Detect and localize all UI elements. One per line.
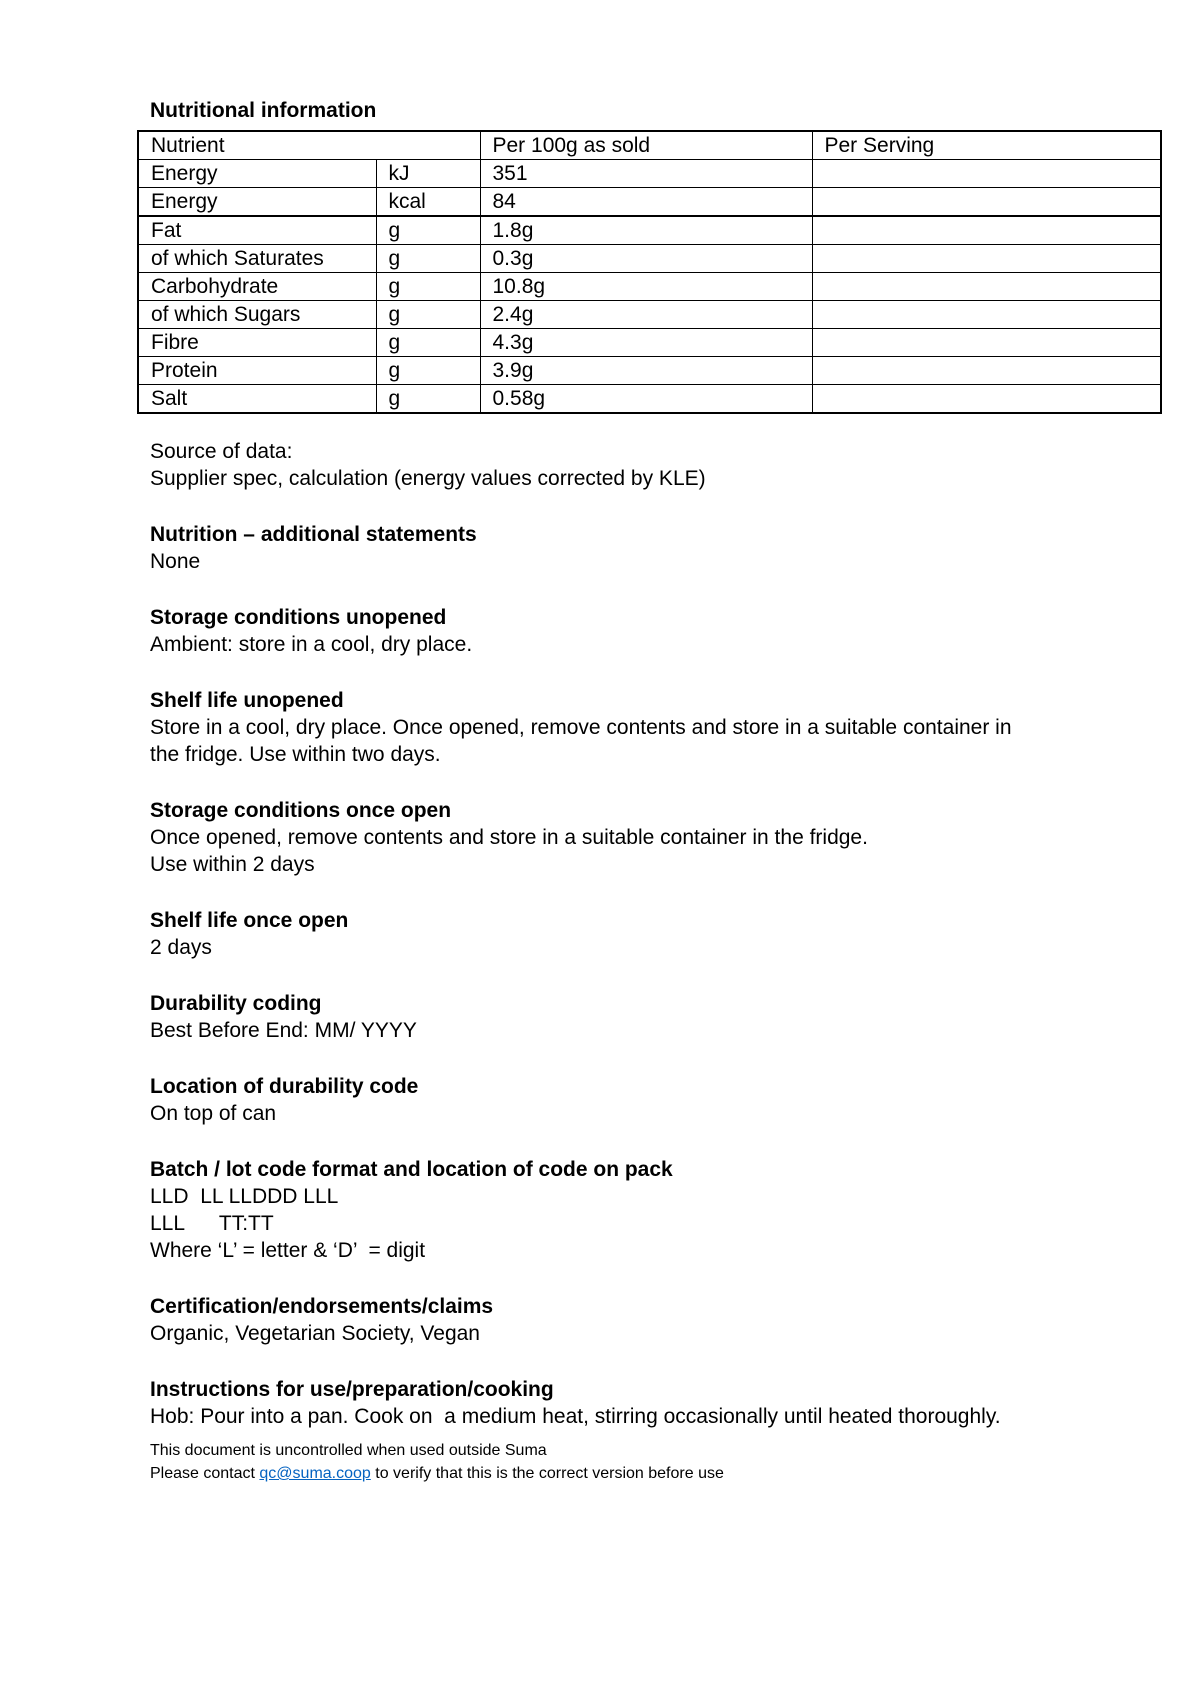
section-storage-conditions-once-open — [150, 797, 1163, 878]
unit-cell: g — [376, 216, 480, 245]
per-serving-cell — [812, 329, 1161, 357]
header-nutrient: Nutrient — [138, 131, 480, 160]
section-line: 2 days — [150, 936, 212, 959]
section-line: LLL TT:TT — [150, 1212, 274, 1235]
nutrient-name-cell: Protein — [138, 357, 376, 385]
section-heading: Storage conditions once open — [150, 799, 452, 822]
header-per-serving: Per Serving — [812, 131, 1161, 160]
section-heading: Storage conditions unopened — [150, 606, 447, 629]
nutrient-name-cell: Carbohydrate — [138, 273, 376, 301]
section-source-of-data — [150, 438, 1163, 492]
footer-contact-line — [150, 1462, 1163, 1485]
per100g-cell: 84 — [480, 188, 812, 217]
section-line: Best Before End: MM/ YYYY — [150, 1019, 417, 1042]
section-heading: Location of durability code — [150, 1075, 419, 1098]
section-durability-coding — [150, 990, 1163, 1044]
table-row — [138, 245, 1161, 273]
unit-cell: g — [376, 385, 480, 414]
table-header-row — [138, 131, 1161, 160]
per-serving-cell — [812, 216, 1161, 245]
section-line: Supplier spec, calculation (energy values corrected by KLE) — [150, 467, 706, 490]
section-line: Where ‘L’ = letter & ‘D’ = digit — [150, 1239, 426, 1262]
section-heading: Nutrition – additional statements — [150, 523, 477, 546]
page-title: Nutritional information — [150, 99, 377, 122]
per100g-cell: 10.8g — [480, 273, 812, 301]
section-line: Ambient: store in a cool, dry place. — [150, 633, 473, 656]
unit-cell: g — [376, 329, 480, 357]
per-serving-cell — [812, 385, 1161, 414]
per100g-cell: 0.58g — [480, 385, 812, 414]
section-batch-lot-code — [150, 1156, 1163, 1264]
section-shelf-life-unopened — [150, 687, 1163, 768]
nutrient-name-cell: of which Saturates — [138, 245, 376, 273]
nutrient-name-cell: Salt — [138, 385, 376, 414]
per100g-cell: 4.3g — [480, 329, 812, 357]
section-certification-endorsements-claims — [150, 1293, 1163, 1347]
table-row — [138, 160, 1161, 188]
nutrient-name-cell: Energy — [138, 188, 376, 217]
section-line: Use within 2 days — [150, 853, 315, 876]
unit-cell: kJ — [376, 160, 480, 188]
nutrient-name-cell: of which Sugars — [138, 301, 376, 329]
unit-cell: g — [376, 357, 480, 385]
per100g-cell: 3.9g — [480, 357, 812, 385]
table-row — [138, 385, 1161, 414]
unit-cell: g — [376, 301, 480, 329]
table-row — [138, 216, 1161, 245]
nutrient-name-cell: Fibre — [138, 329, 376, 357]
table-row — [138, 357, 1161, 385]
per-serving-cell — [812, 245, 1161, 273]
table-row — [138, 301, 1161, 329]
email-link[interactable]: qc@suma.coop — [259, 1465, 371, 1482]
nutrient-name-cell: Energy — [138, 160, 376, 188]
section-line: None — [150, 550, 201, 573]
unit-cell: kcal — [376, 188, 480, 217]
section-shelf-life-once-open — [150, 907, 1163, 961]
section-line: LLD LL LLDDD LLL — [150, 1185, 339, 1208]
per100g-cell: 1.8g — [480, 216, 812, 245]
section-nutrition-additional-statements — [150, 521, 1163, 575]
section-heading: Shelf life once open — [150, 909, 349, 932]
section-heading: Durability coding — [150, 992, 322, 1015]
per100g-cell: 0.3g — [480, 245, 812, 273]
nutrition-table — [137, 130, 1162, 414]
section-heading: Batch / lot code format and location of code on pack — [150, 1158, 673, 1181]
per100g-cell: 2.4g — [480, 301, 812, 329]
footer-uncontrolled-notice: This document is uncontrolled when used outside Suma — [150, 1442, 547, 1459]
section-heading: Certification/endorsements/claims — [150, 1295, 494, 1318]
per-serving-cell — [812, 188, 1161, 217]
header-per100g: Per 100g as sold — [480, 131, 812, 160]
section-heading: Shelf life unopened — [150, 689, 344, 712]
nutrient-name-cell: Fat — [138, 216, 376, 245]
per-serving-cell — [812, 273, 1161, 301]
section-storage-conditions-unopened — [150, 604, 1163, 658]
document-sections — [150, 438, 1163, 1430]
section-line: Source of data: — [150, 440, 293, 463]
section-instructions-for-use — [150, 1376, 1163, 1430]
unit-cell: g — [376, 273, 480, 301]
per-serving-cell — [812, 301, 1161, 329]
table-row — [138, 188, 1161, 217]
section-line: Organic, Vegetarian Society, Vegan — [150, 1322, 480, 1345]
footer-contact-suffix: to verify that this is the correct version before use — [370, 1465, 724, 1482]
table-row — [138, 273, 1161, 301]
section-heading: Instructions for use/preparation/cooking — [150, 1378, 554, 1401]
section-line: Hob: Pour into a pan. Cook on a medium heat, stirring occasionally until heated thoroughly. — [150, 1405, 1001, 1428]
section-line: Store in a cool, dry place. Once opened, remove contents and store in a suitable container in — [150, 716, 1012, 739]
footer-contact-prefix: Please contact — [150, 1465, 260, 1482]
per-serving-cell — [812, 160, 1161, 188]
section-location-of-durability-code — [150, 1073, 1163, 1127]
section-line: the fridge. Use within two days. — [150, 743, 441, 766]
per100g-cell: 351 — [480, 160, 812, 188]
section-line: On top of can — [150, 1102, 277, 1125]
table-row — [138, 329, 1161, 357]
per-serving-cell — [812, 357, 1161, 385]
unit-cell: g — [376, 245, 480, 273]
document-footer — [150, 1439, 1163, 1485]
section-line: Once opened, remove contents and store in a suitable container in the fridge. — [150, 826, 868, 849]
